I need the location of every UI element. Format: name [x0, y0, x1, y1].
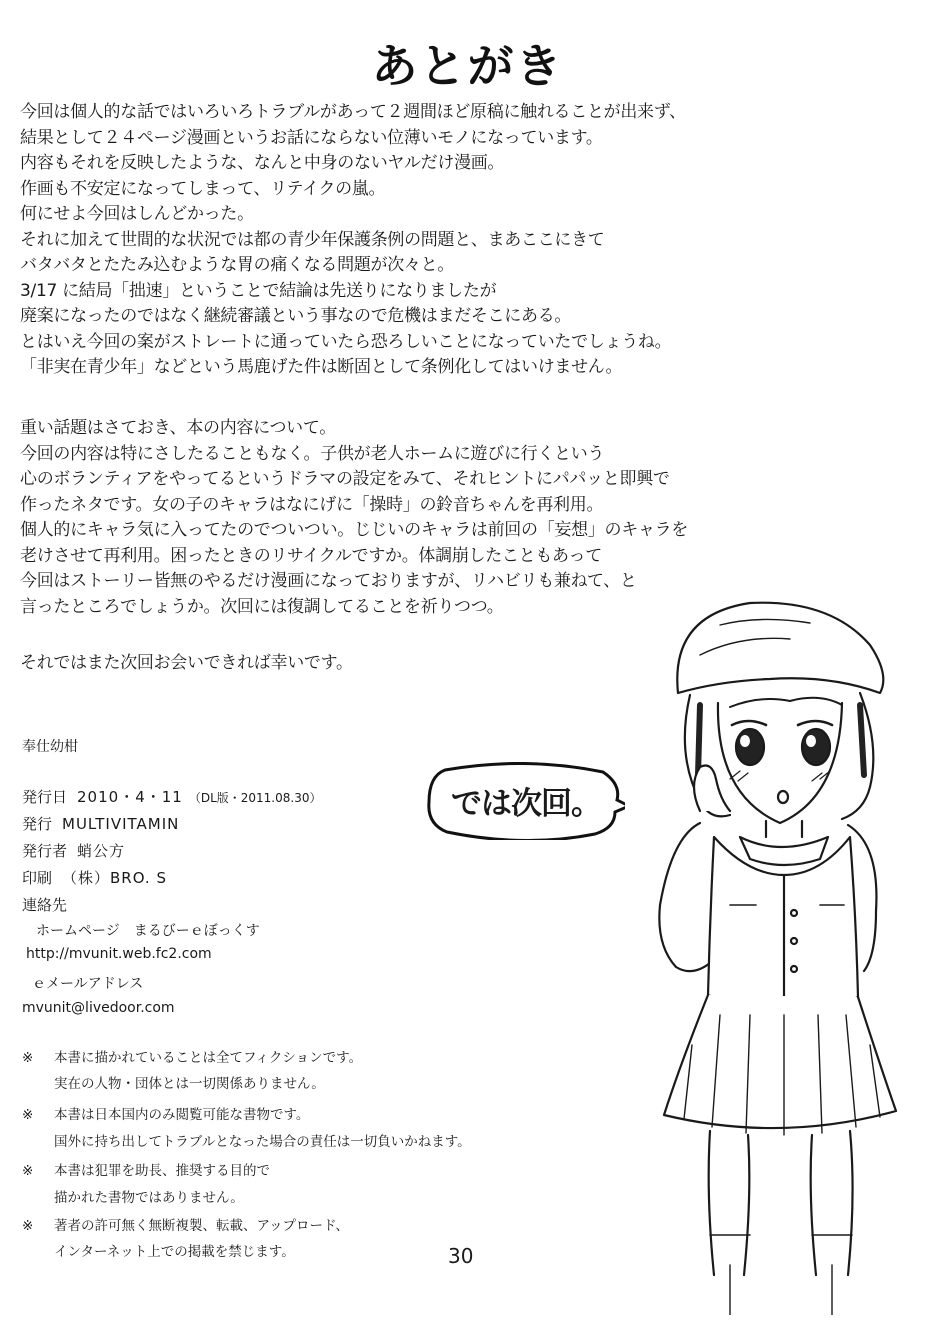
- print-label: 印刷: [22, 869, 53, 887]
- note-2: [22, 1103, 309, 1123]
- text-line: バタバタとたたみ込むような胃の痛くなる問題が次々と。: [20, 255, 455, 275]
- text-line: 作ったネタです。女の子のキャラはなにげに「操時」の鈴音ちゃんを再利用。: [20, 494, 604, 515]
- date-label: 発行日: [22, 788, 68, 806]
- colophon-print-row: [22, 867, 167, 888]
- colophon-date-row: [22, 786, 321, 807]
- contact-label: 連絡先: [22, 896, 68, 914]
- issuer-value: 蛸公方: [77, 842, 126, 860]
- text-line: 3/17 に結局「拙速」ということで結論は先送りになりましたが: [20, 280, 497, 301]
- text-line: 老けさせて再利用。困ったときのリサイクルですか。体調崩したこともあって: [20, 545, 602, 566]
- text-line: 作画も不安定になってしまって、リテイクの嵐。: [20, 178, 386, 199]
- email-value: mvunit@livedoor.com: [22, 1000, 175, 1016]
- girl-with-hat-icon: [580, 575, 900, 1315]
- note-text: 本書に描かれていることは全てフィクションです。: [54, 1050, 363, 1066]
- text-line: 何にせよ今回はしんどかった。: [20, 204, 254, 224]
- text-line: 重い話題はさておき、本の内容について。: [20, 418, 336, 438]
- page-number: 30: [448, 1244, 474, 1268]
- note-mark: ※: [22, 1050, 34, 1066]
- note-text: 本書は日本国内のみ閲覧可能な書物です。: [54, 1107, 310, 1123]
- homepage-url: http://mvunit.web.fc2.com: [26, 946, 212, 962]
- text-line: それではまた次回お会いできれば幸いです。: [20, 653, 353, 673]
- colophon-issuer-row: [22, 840, 125, 861]
- homepage-label: ホームページ まるびーｅぼっくす: [36, 923, 260, 939]
- text-line: 今回の内容は特にさしたることもなく。子供が老人ホームに遊びに行くという: [20, 443, 605, 464]
- text-line: 心のボランティアをやってるというドラマの設定をみて、それヒントにパパッと即興で: [20, 469, 670, 489]
- paragraph-1: [20, 100, 780, 381]
- text-line: とはいえ今回の案がストレートに通っていたら恐ろしいことになっていたでしょうね。: [20, 331, 672, 352]
- note-text: 本書は犯罪を助長、推奨する目的で: [54, 1163, 270, 1179]
- note-text: 著者の許可無く無断複製、転載、アップロード、: [54, 1218, 349, 1234]
- text-line: 言ったところでしょうか。次回には復調してることを祈りつつ。: [20, 596, 504, 617]
- text-line: 廃案になったのではなく継続審議という事なので危機はまだそこにある。: [20, 306, 572, 326]
- note-3: [22, 1159, 270, 1179]
- note-mark: ※: [22, 1107, 34, 1123]
- publisher-label: 発行: [22, 815, 53, 833]
- note-mark: ※: [22, 1218, 34, 1234]
- note-2-cont: 国外に持ち出してトラブルとなった場合の責任は一切負いかねます。: [54, 1134, 471, 1150]
- text-line: 個人的にキャラ気に入ってたのでついつい。じじいのキャラは前回の「妄想」のキャラを: [20, 520, 688, 540]
- text-line: 今回はストーリー皆無のやるだけ漫画になっておりますが、リハビリも兼ねて、と: [20, 571, 637, 591]
- speech-bubble-text: では次回。: [451, 786, 601, 822]
- text-line: 「非実在青少年」などという馬鹿げた件は断固として条例化してはいけません。: [20, 357, 623, 377]
- note-4: [22, 1214, 349, 1234]
- page-title: あとがき: [371, 39, 564, 93]
- note-mark: ※: [22, 1163, 34, 1179]
- print-value: （株）BRO. S: [62, 869, 167, 887]
- note-1-cont: 実在の人物・団体とは一切関係ありません。: [54, 1076, 325, 1092]
- note-4-cont: インターネット上での掲載を禁じます。: [54, 1244, 295, 1260]
- author-name: 奉仕幼柑: [22, 739, 78, 755]
- issuer-label: 発行者: [22, 842, 68, 860]
- note-1: [22, 1046, 362, 1066]
- text-line: それに加えて世間的な状況では都の青少年保護条例の問題と、まあここにきて: [20, 229, 605, 250]
- text-line: 内容もそれを反映したような、なんと中身のないヤルだけ漫画。: [20, 153, 505, 173]
- date-extra: （DL版・2011.08.30）: [188, 791, 322, 805]
- publisher-value: MULTIVITAMIN: [62, 815, 180, 833]
- date-value: 2010・4・11: [77, 788, 183, 806]
- colophon-publisher-row: [22, 813, 179, 834]
- note-3-cont: 描かれた書物ではありません。: [54, 1190, 244, 1206]
- text-line: 結果として２４ページ漫画というお話にならない位薄いモノになっています。: [20, 127, 603, 148]
- text-line: 今回は個人的な話ではいろいろトラブルがあって２週間ほど原稿に触れることが出来ず、: [20, 102, 686, 122]
- email-label: ｅメールアドレス: [32, 976, 144, 992]
